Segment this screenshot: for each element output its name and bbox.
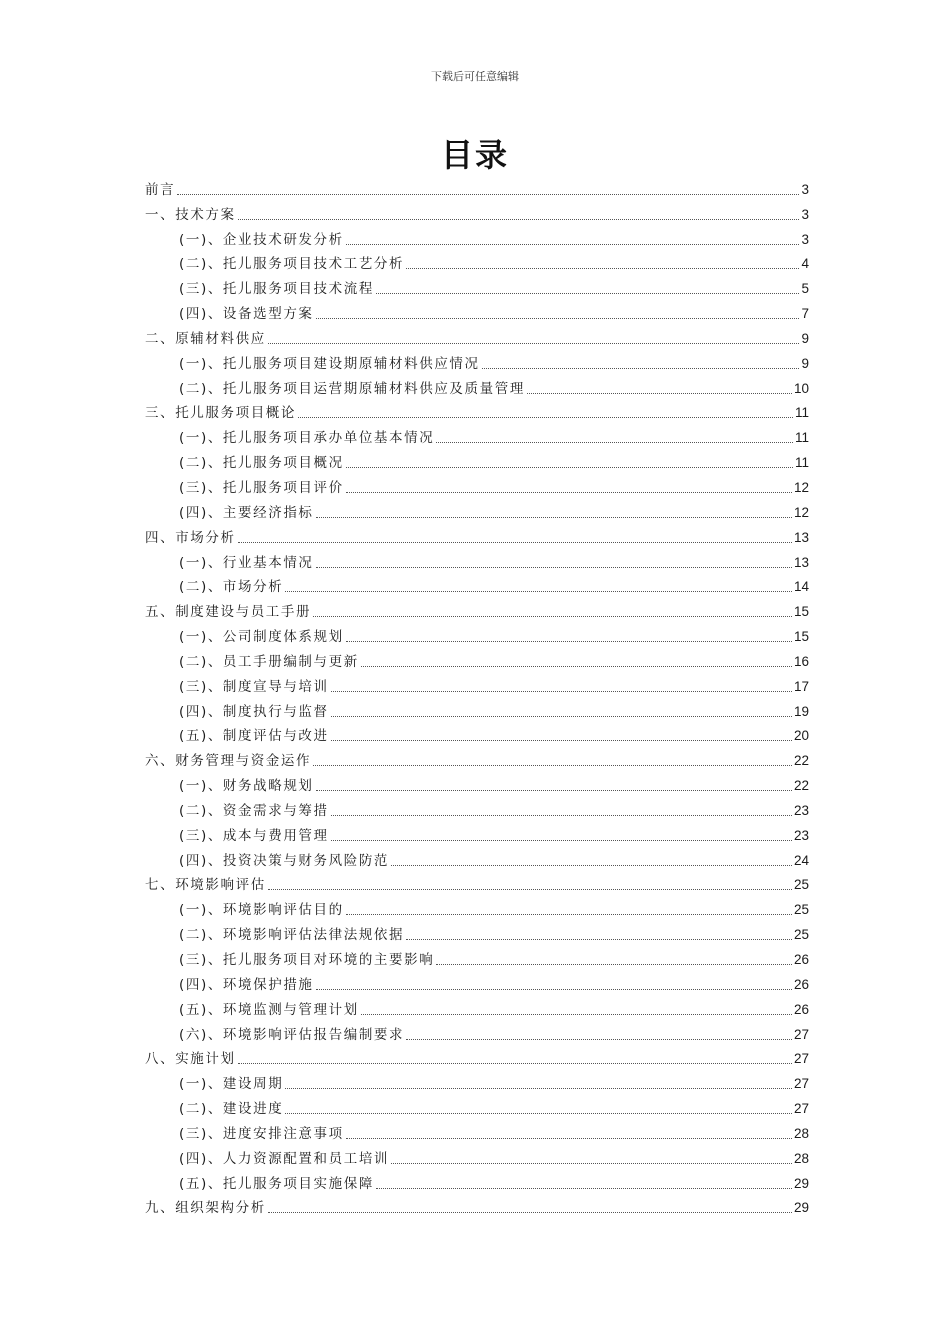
toc-entry[interactable] [145, 224, 809, 249]
toc-entry-label: (一)、托儿服务项目承办单位基本情况 [179, 430, 435, 447]
toc-entry-page: 26 [793, 976, 809, 992]
toc-entry-label: (五)、托儿服务项目实施保障 [179, 1175, 374, 1192]
toc-entry-label: (三)、托儿服务项目技术流程 [179, 281, 374, 298]
toc-entry-label: (四)、设备选型方案 [179, 306, 314, 323]
toc-entry-page: 29 [793, 1175, 809, 1191]
toc-entry-label: (六)、环境影响评估报告编制要求 [179, 1026, 405, 1043]
toc-entry-label: (一)、企业技术研发分析 [179, 231, 344, 248]
toc-entry[interactable] [145, 572, 809, 597]
toc-leader-dots [316, 789, 792, 791]
toc-entry-page: 16 [793, 653, 809, 669]
toc-entry-page: 13 [793, 529, 809, 545]
toc-entry-page: 3 [801, 206, 809, 222]
toc-leader-dots [316, 988, 792, 990]
toc-entry-page: 11 [794, 455, 809, 471]
toc-entry[interactable] [145, 696, 809, 721]
toc-entry-label: (二)、环境影响评估法律法规依据 [179, 927, 405, 944]
toc-entry-label: (二)、托儿服务项目运营期原辅材料供应及质量管理 [179, 380, 525, 397]
toc-entry[interactable] [145, 298, 809, 323]
toc-leader-dots [331, 739, 792, 741]
toc-entry-label: (二)、托儿服务项目概况 [179, 455, 344, 472]
toc-entry[interactable] [145, 621, 809, 646]
toc-entry-label: (二)、市场分析 [179, 579, 284, 596]
toc-entry[interactable] [145, 348, 809, 373]
toc-entry-label: (一)、财务战略规划 [179, 778, 314, 795]
toc-leader-dots [361, 1013, 792, 1015]
toc-leader-dots [346, 1137, 792, 1139]
toc-entry-page: 27 [793, 1101, 809, 1117]
toc-entry[interactable] [145, 944, 809, 969]
toc-entry-page: 20 [793, 728, 809, 744]
toc-entry[interactable] [145, 323, 809, 348]
toc-entry-page: 15 [793, 604, 809, 620]
toc-leader-dots [298, 416, 793, 418]
toc-entry-page: 10 [793, 380, 809, 396]
toc-leader-dots [346, 243, 800, 245]
toc-entry-page: 24 [793, 852, 809, 868]
toc-entry[interactable] [145, 894, 809, 919]
toc-entry[interactable] [145, 447, 809, 472]
toc-entry-label: 五、制度建设与员工手册 [145, 604, 312, 621]
toc-entry-page: 4 [801, 256, 809, 272]
toc-entry-label: (一)、托儿服务项目建设期原辅材料供应情况 [179, 355, 480, 372]
toc-entry[interactable] [145, 770, 809, 795]
toc-entry-label: (四)、环境保护措施 [179, 976, 314, 993]
toc-leader-dots [346, 466, 793, 468]
toc-entry[interactable] [145, 671, 809, 696]
toc-entry-label: 前言 [145, 181, 176, 198]
toc-entry[interactable] [145, 795, 809, 820]
toc-entry-label: (四)、人力资源配置和员工培训 [179, 1150, 390, 1167]
toc-entry-label: (四)、主要经济指标 [179, 504, 314, 521]
toc-entry[interactable] [145, 646, 809, 671]
toc-entry-page: 12 [793, 479, 809, 495]
toc-leader-dots [285, 590, 792, 592]
toc-leader-dots [331, 839, 792, 841]
toc-entry[interactable] [145, 547, 809, 572]
toc-leader-dots [436, 441, 793, 443]
toc-entry-page: 27 [793, 1026, 809, 1042]
toc-entry-page: 17 [793, 678, 809, 694]
toc-entry[interactable] [145, 1068, 809, 1093]
toc-entry[interactable] [145, 870, 809, 895]
toc-entry[interactable] [145, 596, 809, 621]
toc-entry[interactable] [145, 373, 809, 398]
toc-leader-dots [376, 292, 800, 294]
toc-entry[interactable] [145, 1168, 809, 1193]
toc-entry-label: (五)、环境监测与管理计划 [179, 1001, 359, 1018]
toc-entry[interactable] [145, 422, 809, 447]
toc-leader-dots [346, 913, 792, 915]
toc-entry-label: 三、托儿服务项目概论 [145, 405, 296, 422]
toc-leader-dots [406, 267, 799, 269]
toc-entry-page: 28 [793, 1125, 809, 1141]
toc-entry-page: 23 [793, 827, 809, 843]
toc-entry[interactable] [145, 1044, 809, 1069]
toc-leader-dots [313, 764, 792, 766]
toc-leader-dots [436, 963, 792, 965]
toc-leader-dots [268, 888, 792, 890]
toc-entry-label: (三)、成本与费用管理 [179, 827, 329, 844]
toc-leader-dots [331, 814, 792, 816]
toc-leader-dots [268, 342, 800, 344]
toc-entry-page: 19 [793, 703, 809, 719]
toc-leader-dots [316, 317, 800, 319]
toc-leader-dots [285, 1087, 792, 1089]
toc-entry-page: 27 [793, 1076, 809, 1092]
toc-entry-page: 25 [793, 902, 809, 918]
toc-entry-page: 26 [793, 1001, 809, 1017]
toc-entry[interactable] [145, 174, 809, 199]
toc-entry-label: 八、实施计划 [145, 1051, 236, 1068]
toc-leader-dots [376, 1187, 792, 1189]
toc-entry-label: (一)、环境影响评估目的 [179, 902, 344, 919]
toc-entry-label: 一、技术方案 [145, 206, 236, 223]
toc-entry-label: 七、环境影响评估 [145, 877, 266, 894]
toc-entry-label: (三)、托儿服务项目对环境的主要影响 [179, 952, 435, 968]
toc-entry[interactable] [145, 249, 809, 274]
toc-entry-page: 9 [801, 330, 809, 346]
toc-entry-page: 11 [794, 405, 809, 421]
toc-leader-dots [238, 1062, 792, 1064]
toc-leader-dots [361, 665, 792, 667]
table-of-contents [145, 174, 809, 1217]
toc-entry[interactable] [145, 1193, 809, 1218]
toc-leader-dots [316, 516, 792, 518]
toc-entry[interactable] [145, 522, 809, 547]
toc-entry-label: (一)、公司制度体系规划 [179, 629, 344, 646]
toc-entry-page: 3 [801, 231, 809, 247]
toc-leader-dots [406, 1038, 792, 1040]
header-note: 下载后可任意编辑 [431, 70, 519, 83]
toc-entry-label: (五)、制度评估与改进 [179, 728, 329, 745]
toc-entry-page: 28 [793, 1150, 809, 1166]
toc-entry[interactable] [145, 820, 809, 845]
toc-entry-label: (一)、建设周期 [179, 1076, 284, 1093]
toc-entry[interactable] [145, 994, 809, 1019]
toc-leader-dots [331, 690, 792, 692]
toc-entry-page: 22 [793, 778, 809, 794]
toc-leader-dots [268, 1211, 792, 1213]
toc-leader-dots [177, 193, 799, 195]
toc-entry-label: (二)、员工手册编制与更新 [179, 653, 359, 670]
toc-entry-label: 四、市场分析 [145, 529, 236, 546]
toc-entry-page: 15 [793, 629, 809, 645]
toc-entry[interactable] [145, 721, 809, 746]
toc-entry[interactable] [145, 1118, 809, 1143]
toc-entry[interactable] [145, 745, 809, 770]
toc-entry-label: 二、原辅材料供应 [145, 330, 266, 347]
toc-leader-dots [238, 218, 800, 220]
toc-entry-page: 22 [793, 753, 809, 769]
toc-entry[interactable] [145, 1019, 809, 1044]
toc-entry-page: 11 [794, 430, 809, 446]
toc-entry-label: (四)、制度执行与监督 [179, 703, 329, 720]
toc-entry[interactable] [145, 1093, 809, 1118]
toc-entry-page: 26 [793, 952, 809, 967]
toc-entry-label: (二)、资金需求与筹措 [179, 802, 329, 819]
toc-leader-dots [346, 640, 792, 642]
toc-entry-page: 7 [801, 306, 809, 322]
toc-leader-dots [331, 715, 792, 717]
toc-entry-label: 六、财务管理与资金运作 [145, 753, 312, 770]
toc-leader-dots [406, 938, 792, 940]
toc-entry-page: 25 [793, 927, 809, 943]
toc-entry[interactable] [145, 969, 809, 994]
toc-leader-dots [391, 864, 792, 866]
toc-entry-page: 29 [793, 1200, 809, 1216]
toc-leader-dots [527, 392, 792, 394]
toc-entry[interactable] [145, 398, 809, 423]
toc-entry-label: (三)、托儿服务项目评价 [179, 479, 344, 496]
toc-entry-label: (二)、托儿服务项目技术工艺分析 [179, 256, 405, 273]
toc-leader-dots [346, 491, 792, 493]
toc-entry[interactable] [145, 497, 809, 522]
toc-leader-dots [391, 1162, 792, 1164]
toc-entry[interactable] [145, 845, 809, 870]
toc-entry[interactable] [145, 919, 809, 944]
toc-leader-dots [316, 566, 792, 568]
toc-entry[interactable] [145, 472, 809, 497]
toc-entry-label: (二)、建设进度 [179, 1101, 284, 1118]
toc-leader-dots [285, 1112, 792, 1114]
toc-entry-page: 25 [793, 877, 809, 893]
toc-entry-label: (三)、制度宣导与培训 [179, 678, 329, 695]
toc-entry-page: 5 [801, 281, 809, 297]
toc-leader-dots [482, 367, 800, 369]
toc-entry[interactable] [145, 199, 809, 224]
toc-entry-label: (三)、进度安排注意事项 [179, 1125, 344, 1142]
toc-entry-page: 27 [793, 1051, 809, 1067]
toc-entry-page: 13 [793, 554, 809, 570]
toc-entry[interactable] [145, 273, 809, 298]
toc-entry-label: 九、组织架构分析 [145, 1200, 266, 1217]
toc-leader-dots [313, 615, 792, 617]
toc-entry[interactable] [145, 1143, 809, 1168]
toc-entry-label: (一)、行业基本情况 [179, 554, 314, 571]
toc-entry-page: 3 [801, 181, 809, 197]
toc-leader-dots [238, 541, 792, 543]
toc-entry-page: 12 [793, 504, 809, 520]
toc-entry-page: 9 [801, 355, 809, 371]
toc-entry-label: (四)、投资决策与财务风险防范 [179, 852, 390, 869]
toc-entry-page: 23 [793, 802, 809, 818]
page-title: 目录 [440, 136, 509, 174]
toc-entry-page: 14 [793, 579, 809, 595]
